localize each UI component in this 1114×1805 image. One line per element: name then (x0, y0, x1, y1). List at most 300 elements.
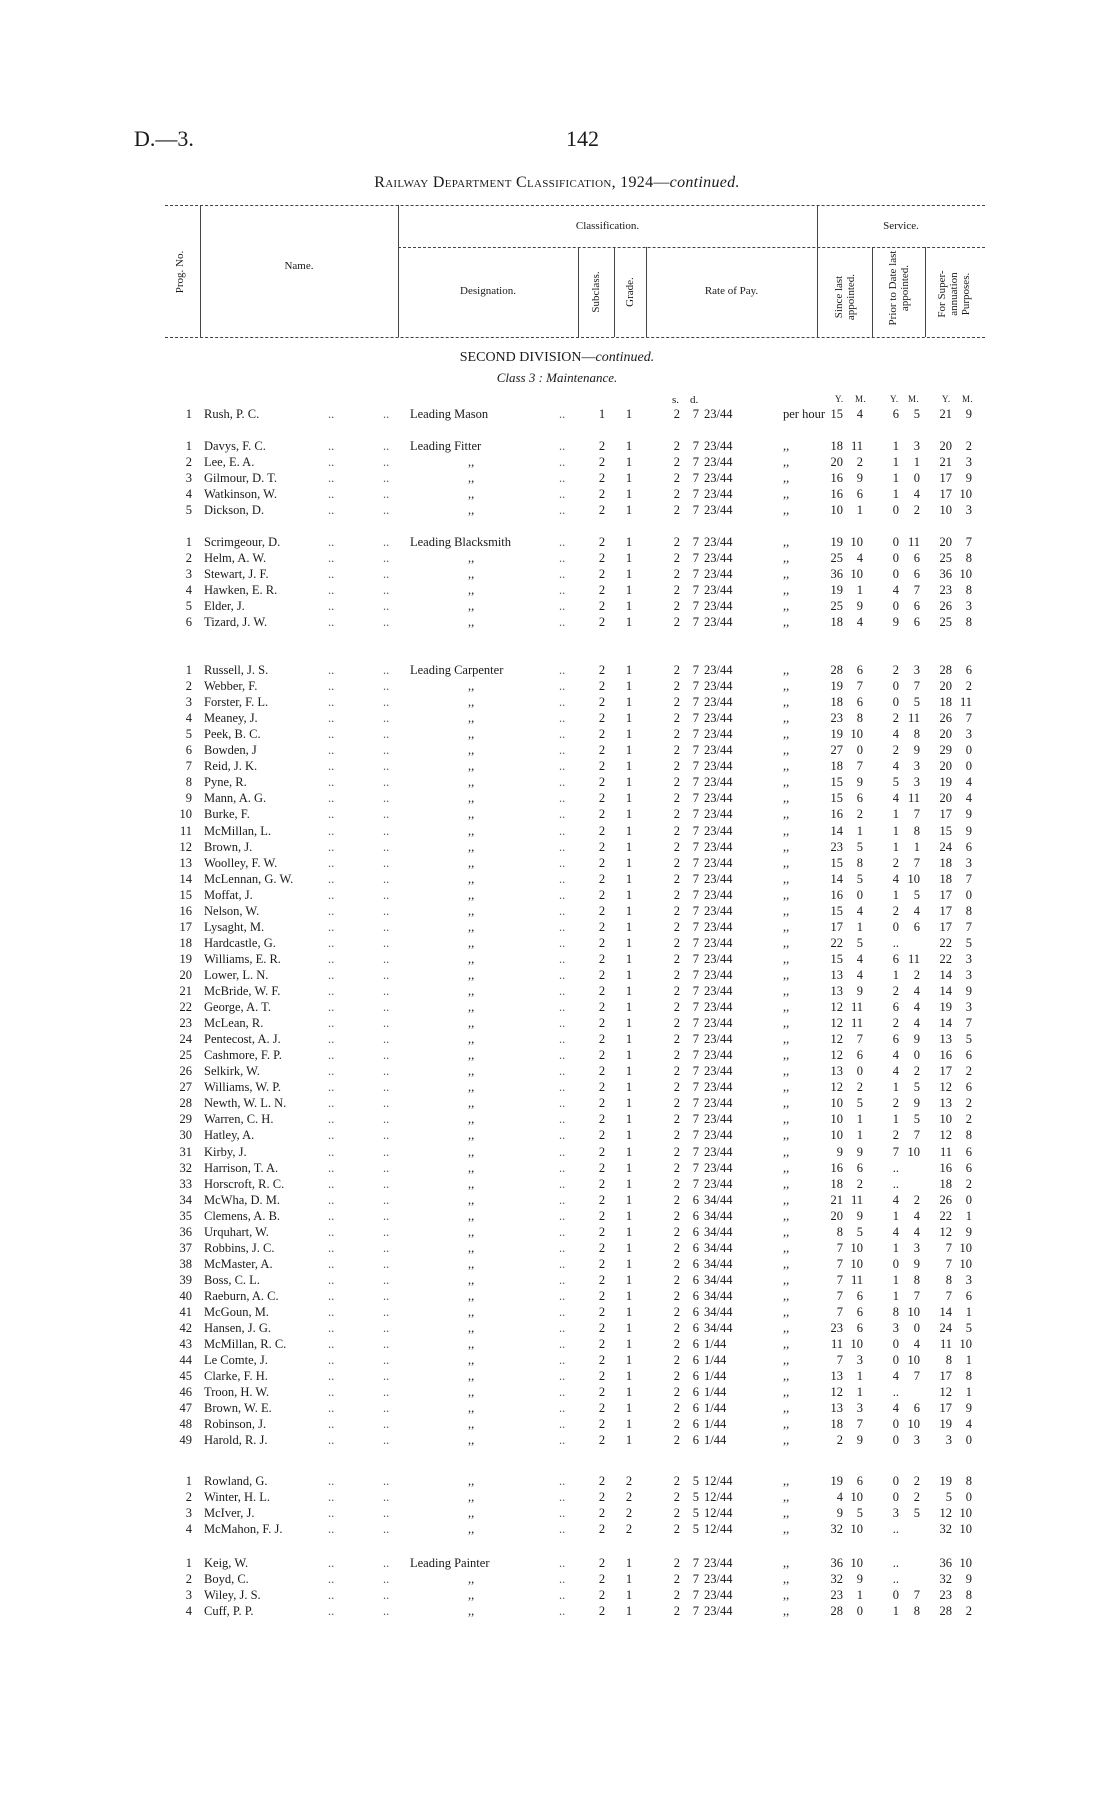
rate-shillings: 2 (673, 711, 680, 726)
rate-fraction: 34/44 (704, 1240, 733, 1255)
since-last-months: 9 (856, 471, 863, 486)
col-header-classification: Classification. (575, 220, 640, 232)
rate-unit: ,, (783, 1337, 790, 1352)
prog-no: 3 (185, 567, 192, 582)
since-last-years: 15 (830, 951, 843, 966)
rate-fraction: 23/44 (704, 919, 733, 934)
employee-name: Hatley, A. (204, 1128, 255, 1143)
rate-pence: 5 (692, 1506, 699, 1521)
rate-fraction: 23/44 (704, 503, 733, 518)
grade: 1 (625, 1064, 633, 1079)
prog-no: 13 (179, 855, 192, 870)
prog-no: 37 (179, 1240, 192, 1255)
employee-name: McMillan, L. (204, 823, 272, 838)
rate-fraction: 23/44 (704, 871, 733, 886)
grade: 1 (625, 1369, 633, 1384)
grade: 1 (625, 1016, 633, 1031)
rate-unit: ,, (783, 487, 790, 502)
prog-no: 35 (179, 1208, 192, 1223)
rate-fraction: 23/44 (704, 855, 733, 870)
prior-months: 4 (913, 1000, 920, 1015)
prior-years: 1 (892, 487, 899, 502)
superannuation-months: 0 (965, 1490, 972, 1505)
leader-dots: .. (328, 1604, 335, 1619)
rate-unit: ,, (783, 1433, 790, 1448)
grade: 1 (625, 551, 633, 566)
rate-unit: ,, (783, 1353, 790, 1368)
rate-fraction: 23/44 (704, 439, 733, 453)
grade: 1 (625, 1032, 633, 1047)
leader-dots: .. (328, 727, 335, 742)
rate-shillings: 2 (673, 1506, 680, 1521)
since-last-years: 16 (830, 471, 843, 486)
designation: ,, (468, 1208, 475, 1223)
rate-fraction: 23/44 (704, 1128, 733, 1143)
leader-dots: .. (559, 599, 566, 614)
since-last-months: 5 (856, 1224, 863, 1239)
rate-shillings: 2 (673, 1048, 680, 1063)
employee-name: Horscroft, R. C. (204, 1176, 285, 1191)
employee-name: Hawken, E. R. (204, 583, 278, 598)
rate-unit: ,, (783, 1208, 790, 1223)
since-last-months: 6 (856, 1321, 863, 1336)
superannuation-months: 8 (965, 903, 972, 918)
rate-shillings: 2 (673, 727, 680, 742)
rate-shillings: 2 (673, 903, 680, 918)
unit-pence: d. (690, 394, 699, 406)
subclass: 2 (598, 1064, 606, 1079)
table-row (0, 1176, 1114, 1192)
superannuation-months: 10 (959, 1506, 972, 1521)
prog-no: 5 (185, 727, 192, 742)
prior-years: .. (892, 1572, 899, 1587)
designation: Leading Carpenter (410, 663, 504, 677)
since-last-years: 16 (830, 887, 843, 902)
table-row (0, 1144, 1114, 1160)
prog-no: 26 (179, 1064, 192, 1079)
designation: ,, (468, 1337, 475, 1352)
subclass: 2 (598, 967, 606, 982)
leader-dots: .. (328, 1321, 335, 1336)
rate-shillings: 2 (673, 1064, 680, 1079)
leader-dots: .. (328, 1160, 335, 1175)
superannuation-months: 7 (965, 535, 972, 549)
since-last-months: 10 (850, 1522, 863, 1537)
rate-unit: ,, (783, 1506, 790, 1521)
prior-months: 6 (913, 1401, 920, 1416)
leader-dots: .. (328, 984, 335, 998)
rate-fraction: 23/44 (704, 711, 733, 726)
leader-dots: .. (383, 839, 390, 854)
leader-dots: .. (328, 1224, 335, 1239)
rate-fraction: 23/44 (704, 887, 733, 902)
designation: Leading Painter (410, 1556, 490, 1570)
subclass: 2 (598, 855, 606, 870)
rate-unit: ,, (783, 1490, 790, 1505)
rate-pence: 7 (692, 1032, 699, 1047)
subclass: 2 (598, 1240, 606, 1255)
prior-years: 1 (892, 823, 899, 838)
prior-years: 1 (892, 807, 899, 822)
superannuation-years: 11 (939, 1144, 952, 1159)
employee-name: Forster, F. L. (204, 695, 269, 710)
rate-unit: ,, (783, 1048, 790, 1063)
subclass: 2 (598, 1490, 606, 1505)
leader-dots: .. (383, 1353, 390, 1368)
leader-dots: .. (559, 503, 566, 518)
subclass: 2 (598, 871, 606, 886)
prior-months: 11 (907, 535, 920, 549)
rate-unit: ,, (783, 1224, 790, 1239)
table-row (0, 1304, 1114, 1320)
rate-unit: ,, (783, 935, 790, 950)
grade: 1 (625, 1288, 633, 1303)
subclass: 2 (598, 1160, 606, 1175)
superannuation-years: 21 (939, 407, 952, 421)
superannuation-months: 6 (965, 1048, 972, 1063)
superannuation-years: 26 (939, 1192, 952, 1207)
leader-dots: .. (383, 903, 390, 918)
since-last-months: 4 (856, 903, 863, 918)
designation: ,, (468, 1224, 475, 1239)
table-row (0, 1047, 1114, 1063)
subclass: 2 (598, 1474, 606, 1488)
rate-pence: 6 (692, 1433, 699, 1448)
rate-shillings: 2 (673, 1588, 680, 1603)
designation: ,, (468, 1176, 475, 1191)
leader-dots: .. (328, 1272, 335, 1287)
superannuation-years: 11 (939, 1337, 952, 1352)
leader-dots: .. (559, 1401, 566, 1416)
rate-pence: 6 (692, 1224, 699, 1239)
prog-no: 4 (185, 711, 192, 726)
rate-fraction: 1/44 (704, 1401, 727, 1416)
rate-shillings: 2 (673, 439, 680, 453)
leader-dots: .. (383, 1433, 390, 1448)
employee-name: Robbins, J. C. (204, 1240, 275, 1255)
since-last-months: 2 (856, 455, 863, 470)
col-header-subclass: Subclass. (590, 271, 602, 313)
leader-dots: .. (559, 1288, 566, 1303)
header-top-rule (165, 205, 985, 206)
rate-fraction: 23/44 (704, 775, 733, 790)
employee-name: Keig, W. (204, 1556, 249, 1570)
grade: 1 (625, 1128, 633, 1143)
superannuation-years: 17 (939, 887, 952, 902)
leader-dots: .. (383, 663, 390, 677)
employee-name: Warren, C. H. (204, 1112, 274, 1127)
since-last-months: 3 (856, 1353, 863, 1368)
subclass: 2 (598, 551, 606, 566)
prior-years: 4 (892, 791, 899, 806)
subclass: 2 (598, 1048, 606, 1063)
rate-unit: ,, (783, 1272, 790, 1287)
rate-fraction: 23/44 (704, 743, 733, 758)
leader-dots: .. (328, 935, 335, 950)
designation: ,, (468, 1474, 475, 1488)
rate-shillings: 2 (673, 1433, 680, 1448)
leader-dots: .. (559, 711, 566, 726)
since-last-months: 6 (856, 1305, 863, 1319)
rate-fraction: 23/44 (704, 1588, 733, 1603)
since-last-years: 8 (836, 1224, 843, 1239)
prog-no: 22 (179, 1000, 192, 1015)
col-header-name: Name. (284, 260, 314, 272)
prior-years: 1 (892, 439, 899, 453)
superannuation-months: 8 (965, 1369, 972, 1384)
rate-fraction: 23/44 (704, 903, 733, 918)
superannuation-years: 26 (939, 711, 952, 726)
rate-fraction: 1/44 (704, 1417, 727, 1432)
grade: 1 (625, 1353, 633, 1368)
prior-years: 3 (892, 1506, 899, 1521)
superannuation-months: 3 (965, 599, 972, 614)
leader-dots: .. (328, 1337, 335, 1352)
rate-shillings: 2 (673, 535, 680, 549)
since-last-months: 7 (856, 1417, 863, 1432)
rate-pence: 7 (692, 535, 699, 549)
prior-months: 6 (913, 599, 920, 614)
grade: 1 (625, 1588, 633, 1603)
leader-dots: .. (559, 887, 566, 902)
designation: ,, (468, 1032, 475, 1047)
superannuation-years: 20 (939, 759, 952, 774)
prior-months: 6 (913, 567, 920, 582)
since-last-years: 28 (830, 1604, 843, 1619)
table-row (0, 534, 1114, 550)
since-last-months: 3 (856, 1401, 863, 1416)
leader-dots: .. (328, 951, 335, 966)
since-last-months: 0 (856, 887, 863, 902)
subclass: 2 (598, 1337, 606, 1352)
prior-years: 2 (892, 1128, 899, 1143)
prior-years: .. (892, 1556, 899, 1570)
table-row (0, 1127, 1114, 1143)
prior-years: 4 (892, 1048, 899, 1063)
leader-dots: .. (559, 1305, 566, 1319)
since-last-years: 15 (830, 775, 843, 790)
leader-dots: .. (328, 1144, 335, 1159)
prior-months: 0 (913, 471, 920, 486)
page-number: 142 (566, 126, 599, 151)
prior-years: 2 (892, 743, 899, 758)
since-last-months: 1 (856, 1112, 863, 1127)
employee-name: Boss, C. L. (204, 1272, 260, 1287)
superannuation-years: 22 (939, 935, 952, 950)
grade: 1 (625, 1572, 633, 1587)
rate-shillings: 2 (673, 1192, 680, 1207)
designation: ,, (468, 1128, 475, 1143)
leader-dots: .. (383, 759, 390, 774)
prog-no: 24 (179, 1032, 192, 1047)
prior-years: 0 (892, 1353, 899, 1368)
leader-dots: .. (328, 1433, 335, 1448)
rate-unit: ,, (783, 1112, 790, 1127)
rate-shillings: 2 (673, 1128, 680, 1143)
designation: ,, (468, 1588, 475, 1603)
since-last-months: 9 (856, 599, 863, 614)
rate-shillings: 2 (673, 663, 680, 677)
since-last-years: 23 (830, 839, 843, 854)
rate-fraction: 1/44 (704, 1433, 727, 1448)
employee-name: George, A. T. (204, 1000, 272, 1015)
superannuation-months: 4 (965, 775, 972, 790)
subclass: 2 (598, 1604, 606, 1619)
leader-dots: .. (328, 1176, 335, 1191)
prior-months: 7 (913, 583, 920, 598)
leader-dots: .. (328, 1369, 335, 1384)
leader-dots: .. (328, 1417, 335, 1432)
rate-pence: 6 (692, 1337, 699, 1352)
prior-months: 3 (913, 759, 920, 774)
leader-dots: .. (328, 1032, 335, 1047)
table-row (0, 502, 1114, 518)
leader-dots: .. (383, 1321, 390, 1336)
grade: 1 (625, 1096, 633, 1111)
designation: ,, (468, 743, 475, 758)
rate-pence: 6 (692, 1385, 699, 1400)
grade: 1 (625, 727, 633, 742)
since-last-months: 10 (850, 1337, 863, 1352)
rate-shillings: 2 (673, 1144, 680, 1159)
prog-no: 32 (179, 1160, 192, 1175)
prior-months: 7 (913, 1588, 920, 1603)
rate-fraction: 34/44 (704, 1272, 733, 1287)
rate-shillings: 2 (673, 935, 680, 950)
superannuation-months: 4 (965, 1417, 972, 1432)
rate-pence: 7 (692, 743, 699, 758)
rate-fraction: 34/44 (704, 1321, 733, 1336)
grade: 1 (625, 711, 633, 726)
rate-shillings: 2 (673, 1522, 680, 1537)
since-last-years: 20 (830, 455, 843, 470)
rate-fraction: 23/44 (704, 727, 733, 742)
designation: ,, (468, 1000, 475, 1015)
superannuation-months: 8 (965, 1128, 972, 1143)
superannuation-months: 9 (965, 1572, 972, 1587)
superannuation-months: 5 (965, 935, 972, 950)
rate-pence: 7 (692, 823, 699, 838)
employee-name: Cuff, P. P. (204, 1604, 254, 1619)
designation: ,, (468, 887, 475, 902)
rate-pence: 6 (692, 1288, 699, 1303)
rate-pence: 7 (692, 984, 699, 998)
superannuation-months: 0 (965, 1433, 972, 1448)
rate-unit: ,, (783, 1522, 790, 1537)
table-row (0, 1240, 1114, 1256)
superannuation-months: 9 (965, 984, 972, 998)
since-last-years: 12 (830, 1080, 843, 1095)
rate-pence: 6 (692, 1272, 699, 1287)
table-row (0, 1063, 1114, 1079)
leader-dots: .. (559, 1369, 566, 1384)
prior-months: 8 (913, 1272, 920, 1287)
leader-dots: .. (383, 1144, 390, 1159)
table-row (0, 1031, 1114, 1047)
prog-no: 43 (179, 1337, 192, 1352)
leader-dots: .. (328, 743, 335, 758)
rate-fraction: 12/44 (704, 1474, 733, 1488)
superannuation-years: 5 (945, 1490, 952, 1505)
prior-years: 0 (892, 551, 899, 566)
rate-unit: ,, (783, 887, 790, 902)
rate-shillings: 2 (673, 1000, 680, 1015)
table-row (0, 742, 1114, 758)
employee-name: Watkinson, W. (204, 487, 277, 502)
subclass: 2 (598, 1176, 606, 1191)
superannuation-years: 20 (939, 535, 952, 549)
leader-dots: .. (383, 599, 390, 614)
prior-years: 4 (892, 1224, 899, 1239)
rate-unit: ,, (783, 1160, 790, 1175)
prior-years: 6 (892, 951, 899, 966)
rate-fraction: 23/44 (704, 1160, 733, 1175)
rate-unit: ,, (783, 1080, 790, 1095)
superannuation-years: 8 (945, 1353, 952, 1368)
leader-dots: .. (328, 967, 335, 982)
rate-fraction: 34/44 (704, 1192, 733, 1207)
superannuation-years: 17 (939, 1369, 952, 1384)
subclass: 2 (598, 1144, 606, 1159)
prog-no: 45 (179, 1369, 192, 1384)
rate-unit: ,, (783, 823, 790, 838)
superannuation-years: 18 (939, 855, 952, 870)
grade: 1 (625, 583, 633, 598)
designation: ,, (468, 823, 475, 838)
prior-months: 4 (913, 487, 920, 502)
grade: 1 (625, 1240, 633, 1255)
since-last-months: 6 (856, 487, 863, 502)
superannuation-months: 8 (965, 583, 972, 598)
rate-unit: ,, (783, 679, 790, 694)
table-row (0, 967, 1114, 983)
superannuation-months: 10 (959, 1337, 972, 1352)
since-last-years: 15 (830, 903, 843, 918)
leader-dots: .. (328, 535, 335, 549)
rate-pence: 7 (692, 727, 699, 742)
designation: ,, (468, 1256, 475, 1271)
prior-months: 5 (913, 407, 920, 421)
superannuation-years: 19 (939, 1000, 952, 1015)
superannuation-months: 3 (965, 967, 972, 982)
prior-months: 2 (913, 1192, 920, 1207)
leader-dots: .. (383, 823, 390, 838)
rate-unit: ,, (783, 1604, 790, 1619)
superannuation-years: 12 (939, 1385, 952, 1400)
rate-fraction: 34/44 (704, 1256, 733, 1271)
leader-dots: .. (383, 1417, 390, 1432)
prog-no: 39 (179, 1272, 192, 1287)
rate-shillings: 2 (673, 1305, 680, 1319)
leader-dots: .. (383, 984, 390, 998)
prog-no: 10 (179, 807, 192, 822)
superannuation-years: 20 (939, 439, 952, 453)
rate-unit: ,, (783, 951, 790, 966)
rate-shillings: 2 (673, 407, 680, 421)
prog-no: 25 (179, 1048, 192, 1063)
leader-dots: .. (559, 855, 566, 870)
grade: 1 (625, 775, 633, 790)
superannuation-years: 23 (939, 1588, 952, 1603)
leader-dots: .. (559, 984, 566, 998)
subclass: 2 (598, 903, 606, 918)
superannuation-years: 18 (939, 1176, 952, 1191)
since-last-months: 5 (856, 871, 863, 886)
grade: 1 (625, 1305, 633, 1319)
superannuation-years: 17 (939, 919, 952, 934)
prog-no: 27 (179, 1080, 192, 1095)
prog-no: 19 (179, 951, 192, 966)
